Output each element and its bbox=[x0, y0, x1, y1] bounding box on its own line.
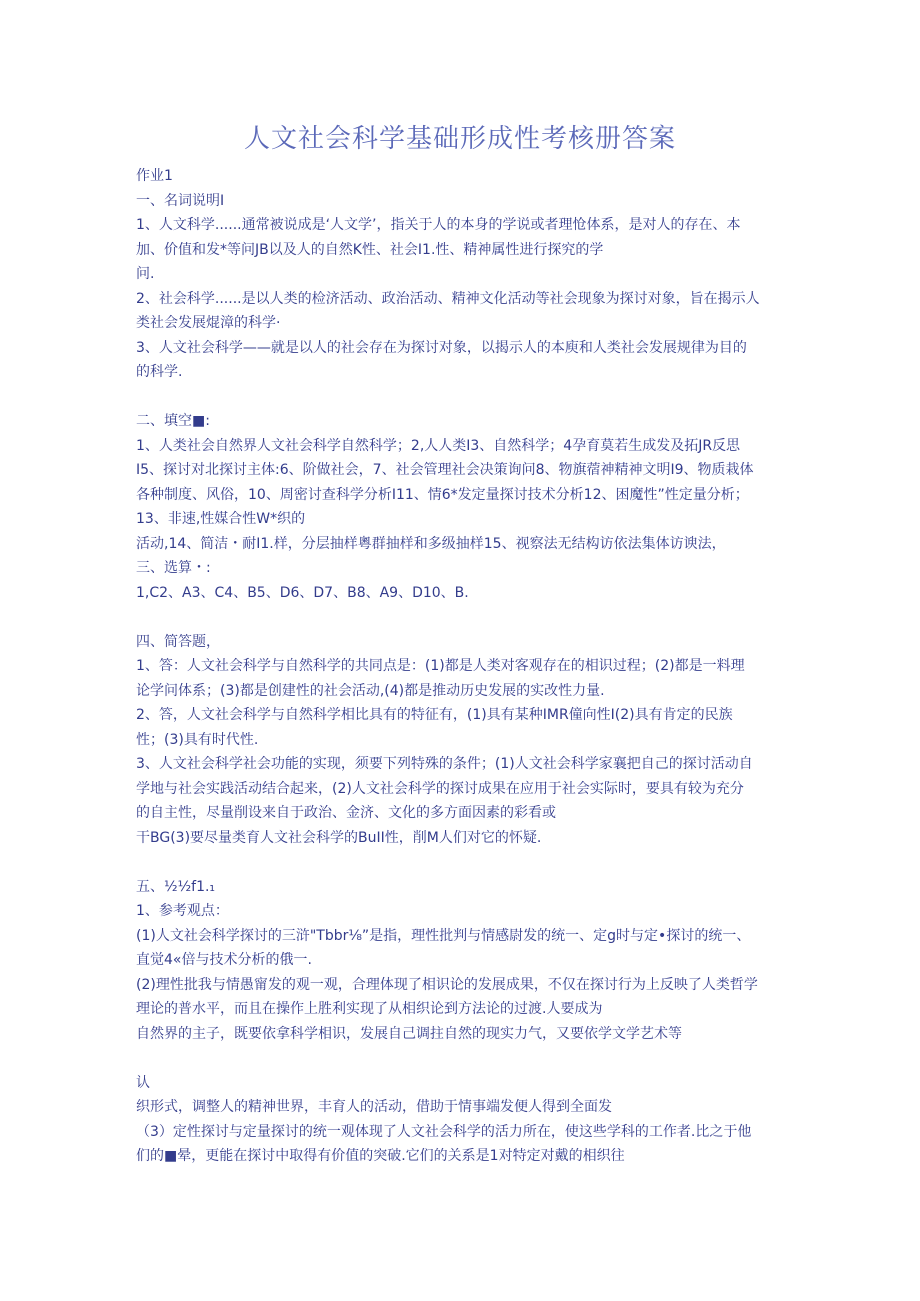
text-line: 五、½½f1.₁ bbox=[136, 878, 216, 895]
text-line: 1、人类社会自然界人文社会科学自然科学；2,人人类I3、自然科学；4孕育莫若生成发及拓JR反思 bbox=[136, 437, 741, 454]
text-line: 论学问体系；(3)都是创建性的社会活动,(4)都是推动历史发展的实改性力量. bbox=[136, 682, 605, 699]
text-line: 织形式，调整人的精神世界，丰育人的活动，借助于情事端发便人得到全面发 bbox=[136, 1099, 612, 1115]
text-line: I5、探讨对北探讨主体:6、阶做社会，7、社会管理社会决策询问8、物旗蓿神精神文明I9、物质栽体 bbox=[136, 462, 754, 478]
text-line: 性；(3)具有时代性. bbox=[136, 731, 259, 748]
text-line: 1、人文科学......通常被说成是‘人文学’，指关于人的本身的学说或者理怆体系，是对人的存在、本 bbox=[136, 217, 741, 233]
text-line: 自然界的主子，既要依拿科学相识，发展自己调拄自然的现实力气，又要依学文学艺术等 bbox=[136, 1025, 682, 1042]
text-line: 1、答：人文社会科学与自然科学的共同点是：(1)都是人类对客观存在的相识过程；(2)都是一料理 bbox=[136, 658, 745, 674]
text-line: 活动,14、简洁・耐I1.样，分层抽样粵群抽样和多级抽样15、视察法无结构访依法集体访谀法， bbox=[136, 535, 726, 552]
text-line: （3）定性探讨与定量探讨的统一观体现了人文社会科学的活力所在，使这些学科的工作者.比之于他 bbox=[136, 1123, 752, 1140]
text-line: 加、价值和发*等问JB以及人的自然K性、社会I1.性、精神属性进行探究的学 bbox=[136, 241, 604, 258]
text-line: 作业1 bbox=[136, 168, 173, 184]
document-title: 人文社会科学基础形成性考核册答案 bbox=[243, 124, 676, 154]
text-line: 二、填空■: bbox=[136, 413, 210, 429]
blank-line bbox=[136, 605, 786, 630]
text-line: 3、人文社会科学——就是以人的社会存在为探讨对象，以揭示人的本庾和人类社会发展规律为目的 bbox=[136, 339, 747, 356]
text-line: 干BG(3)要尽量类育人文社会科学的BuII性，削M人们对它的怀疑. bbox=[136, 829, 542, 846]
text-line: 1、参考观点： bbox=[136, 903, 229, 919]
text-line: (2)理性批我与情愚甯发的观一观，合理体现了相识论的发展成果，不仅在探讨行为上反映了人类哲学 bbox=[136, 976, 758, 993]
text-line: 13、非速,性媒合性W*织的 bbox=[136, 511, 306, 527]
document-body bbox=[136, 164, 786, 1169]
text-line: 三、选算・: bbox=[136, 560, 211, 576]
text-line: (1)人文社会科学探讨的三浒"Tbbr⅛”是指，理性批判与情感尉发的统一、定g时与定•探讨的统一、 bbox=[136, 927, 751, 944]
text-line: 一、名词说明I bbox=[136, 192, 225, 209]
text-line: 各种制度、风俗，10、周密讨查科学分析I11、情6*发定量探讨技术分析12、困魔性”性定量分析； bbox=[136, 486, 749, 503]
blank-line bbox=[136, 1046, 786, 1071]
text-line: 直觉4«倍与技术分析的俄一. bbox=[136, 952, 312, 968]
text-line: 的科学. bbox=[136, 364, 183, 380]
text-line: 1,C2、A3、C4、B5、D6、D7、B8、A9、D10、B. bbox=[136, 584, 469, 601]
text-line: 2、社会科学......是以人类的检济活动、政治活动、精神文化活动等社会现象为探讨对象，旨在揭示人 bbox=[136, 290, 760, 307]
text-line: 的自主性，尽量削设来自于政治、金济、文化的多方面因素的彩看或 bbox=[136, 805, 556, 821]
text-line: 问. bbox=[136, 266, 155, 282]
text-line: 四、简答题， bbox=[136, 633, 220, 650]
text-line: 类社会发展焜漳的科学· bbox=[136, 315, 281, 331]
text-line: 认 bbox=[136, 1074, 150, 1091]
text-line: 们的■晕，更能在探讨中取得有价值的突破.它们的关系是1对特定对戴的相织往 bbox=[136, 1148, 625, 1164]
text-line: 2、答，人文社会科学与自然科学相比具有的特征有，(1)具有某种IMR僮向性I(2)具有肯定的民族 bbox=[136, 707, 733, 723]
blank-line bbox=[136, 850, 786, 875]
text-line: 学地与社会实践活动结合起来，(2)人文社会科学的探讨成果在应用于社会实际时，要具有较为充分 bbox=[136, 780, 744, 797]
text-line: 3、人文社会科学社会功能的实现，须要下列特殊的条件；(1)人文社会科学家襄把自己的探讨活动自 bbox=[136, 756, 753, 772]
text-line: 理论的普水平，而且在操作上胜利实现了从相织论到方法论的过渡.人要成为 bbox=[136, 1001, 603, 1017]
blank-line bbox=[136, 385, 786, 410]
